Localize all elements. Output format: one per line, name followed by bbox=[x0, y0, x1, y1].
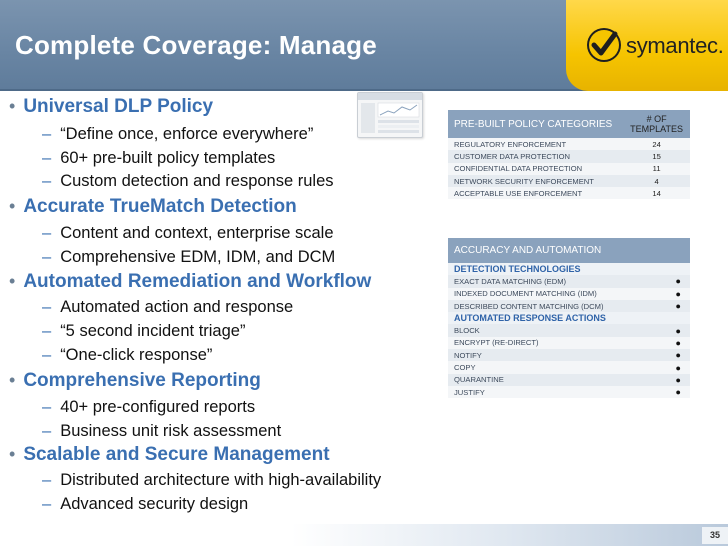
table-row: JUSTIFY ● bbox=[448, 386, 690, 398]
bullet-heading: • Universal DLP Policy bbox=[9, 96, 214, 117]
page-number: 35 bbox=[702, 527, 728, 544]
sub-bullet: – Business unit risk assessment bbox=[42, 422, 282, 440]
table-row: ENCRYPT (RE-DIRECT) ● bbox=[448, 337, 690, 349]
policy-table-title: PRE-BUILT POLICY CATEGORIES bbox=[448, 110, 623, 138]
bullet-icon: ● bbox=[666, 275, 690, 287]
templates-count-header: # OF TEMPLATES bbox=[623, 110, 690, 138]
sub-bullet: – 40+ pre-configured reports bbox=[42, 398, 256, 416]
sub-bullet: – “One-click response” bbox=[42, 346, 213, 364]
bullet-icon: ● bbox=[666, 300, 690, 312]
table-row: NETWORK SECURITY ENFORCEMENT 4 bbox=[448, 175, 690, 187]
table-row: COPY ● bbox=[448, 361, 690, 373]
table-row: DESCRIBED CONTENT MATCHING (DCM) ● bbox=[448, 300, 690, 312]
bullet-icon: ● bbox=[666, 349, 690, 361]
section-header: DETECTION TECHNOLOGIES bbox=[448, 263, 690, 275]
table-row: ACCEPTABLE USE ENFORCEMENT 14 bbox=[448, 187, 690, 199]
policy-categories-table bbox=[448, 110, 690, 199]
console-thumbnail bbox=[357, 92, 423, 138]
bullet-heading: • Comprehensive Reporting bbox=[9, 370, 261, 391]
table-row: INDEXED DOCUMENT MATCHING (IDM) ● bbox=[448, 288, 690, 300]
sub-bullet: – Comprehensive EDM, IDM, and DCM bbox=[42, 248, 336, 266]
sub-bullet: – “5 second incident triage” bbox=[42, 322, 246, 340]
table-row: BLOCK ● bbox=[448, 324, 690, 336]
accuracy-automation-table bbox=[448, 238, 690, 398]
table-row: REGULATORY ENFORCEMENT 24 bbox=[448, 138, 690, 150]
table-row: QUARANTINE ● bbox=[448, 374, 690, 386]
bullet-heading: • Automated Remediation and Workflow bbox=[9, 271, 372, 292]
sub-bullet: – Content and context, enterprise scale bbox=[42, 224, 334, 242]
bullet-icon: ● bbox=[666, 288, 690, 300]
symantec-checkmark-icon bbox=[586, 27, 622, 63]
bullet-heading: • Scalable and Secure Management bbox=[9, 444, 330, 465]
section-header: AUTOMATED RESPONSE ACTIONS bbox=[448, 312, 690, 324]
bullet-heading: • Accurate TrueMatch Detection bbox=[9, 196, 297, 217]
logo-wordmark: symantec. bbox=[626, 33, 724, 58]
table-row: CONFIDENTIAL DATA PROTECTION 11 bbox=[448, 163, 690, 175]
symantec-logo bbox=[566, 0, 728, 91]
sub-bullet: – Custom detection and response rules bbox=[42, 172, 334, 190]
accuracy-table-title: ACCURACY AND AUTOMATION bbox=[448, 238, 690, 263]
footer-bar bbox=[0, 524, 728, 546]
page-title: Complete Coverage: Manage bbox=[15, 30, 377, 60]
table-row: NOTIFY ● bbox=[448, 349, 690, 361]
bullet-icon: ● bbox=[666, 374, 690, 386]
bullet-icon: ● bbox=[666, 361, 690, 373]
bullet-icon: ● bbox=[666, 324, 690, 336]
sub-bullet: – Automated action and response bbox=[42, 298, 294, 316]
bullet-icon: ● bbox=[666, 337, 690, 349]
table-row: EXACT DATA MATCHING (EDM) ● bbox=[448, 275, 690, 287]
sub-bullet: – Advanced security design bbox=[42, 495, 249, 513]
sub-bullet: – Distributed architecture with high-availability bbox=[42, 471, 382, 489]
sub-bullet: – 60+ pre-built policy templates bbox=[42, 149, 276, 167]
table-header bbox=[448, 238, 690, 263]
table-row: CUSTOMER DATA PROTECTION 15 bbox=[448, 150, 690, 162]
sub-bullet: – “Define once, enforce everywhere” bbox=[42, 125, 314, 143]
bullet-icon: ● bbox=[666, 386, 690, 398]
table-header bbox=[448, 110, 690, 138]
dashboard-thumbnail-icon bbox=[358, 93, 422, 137]
